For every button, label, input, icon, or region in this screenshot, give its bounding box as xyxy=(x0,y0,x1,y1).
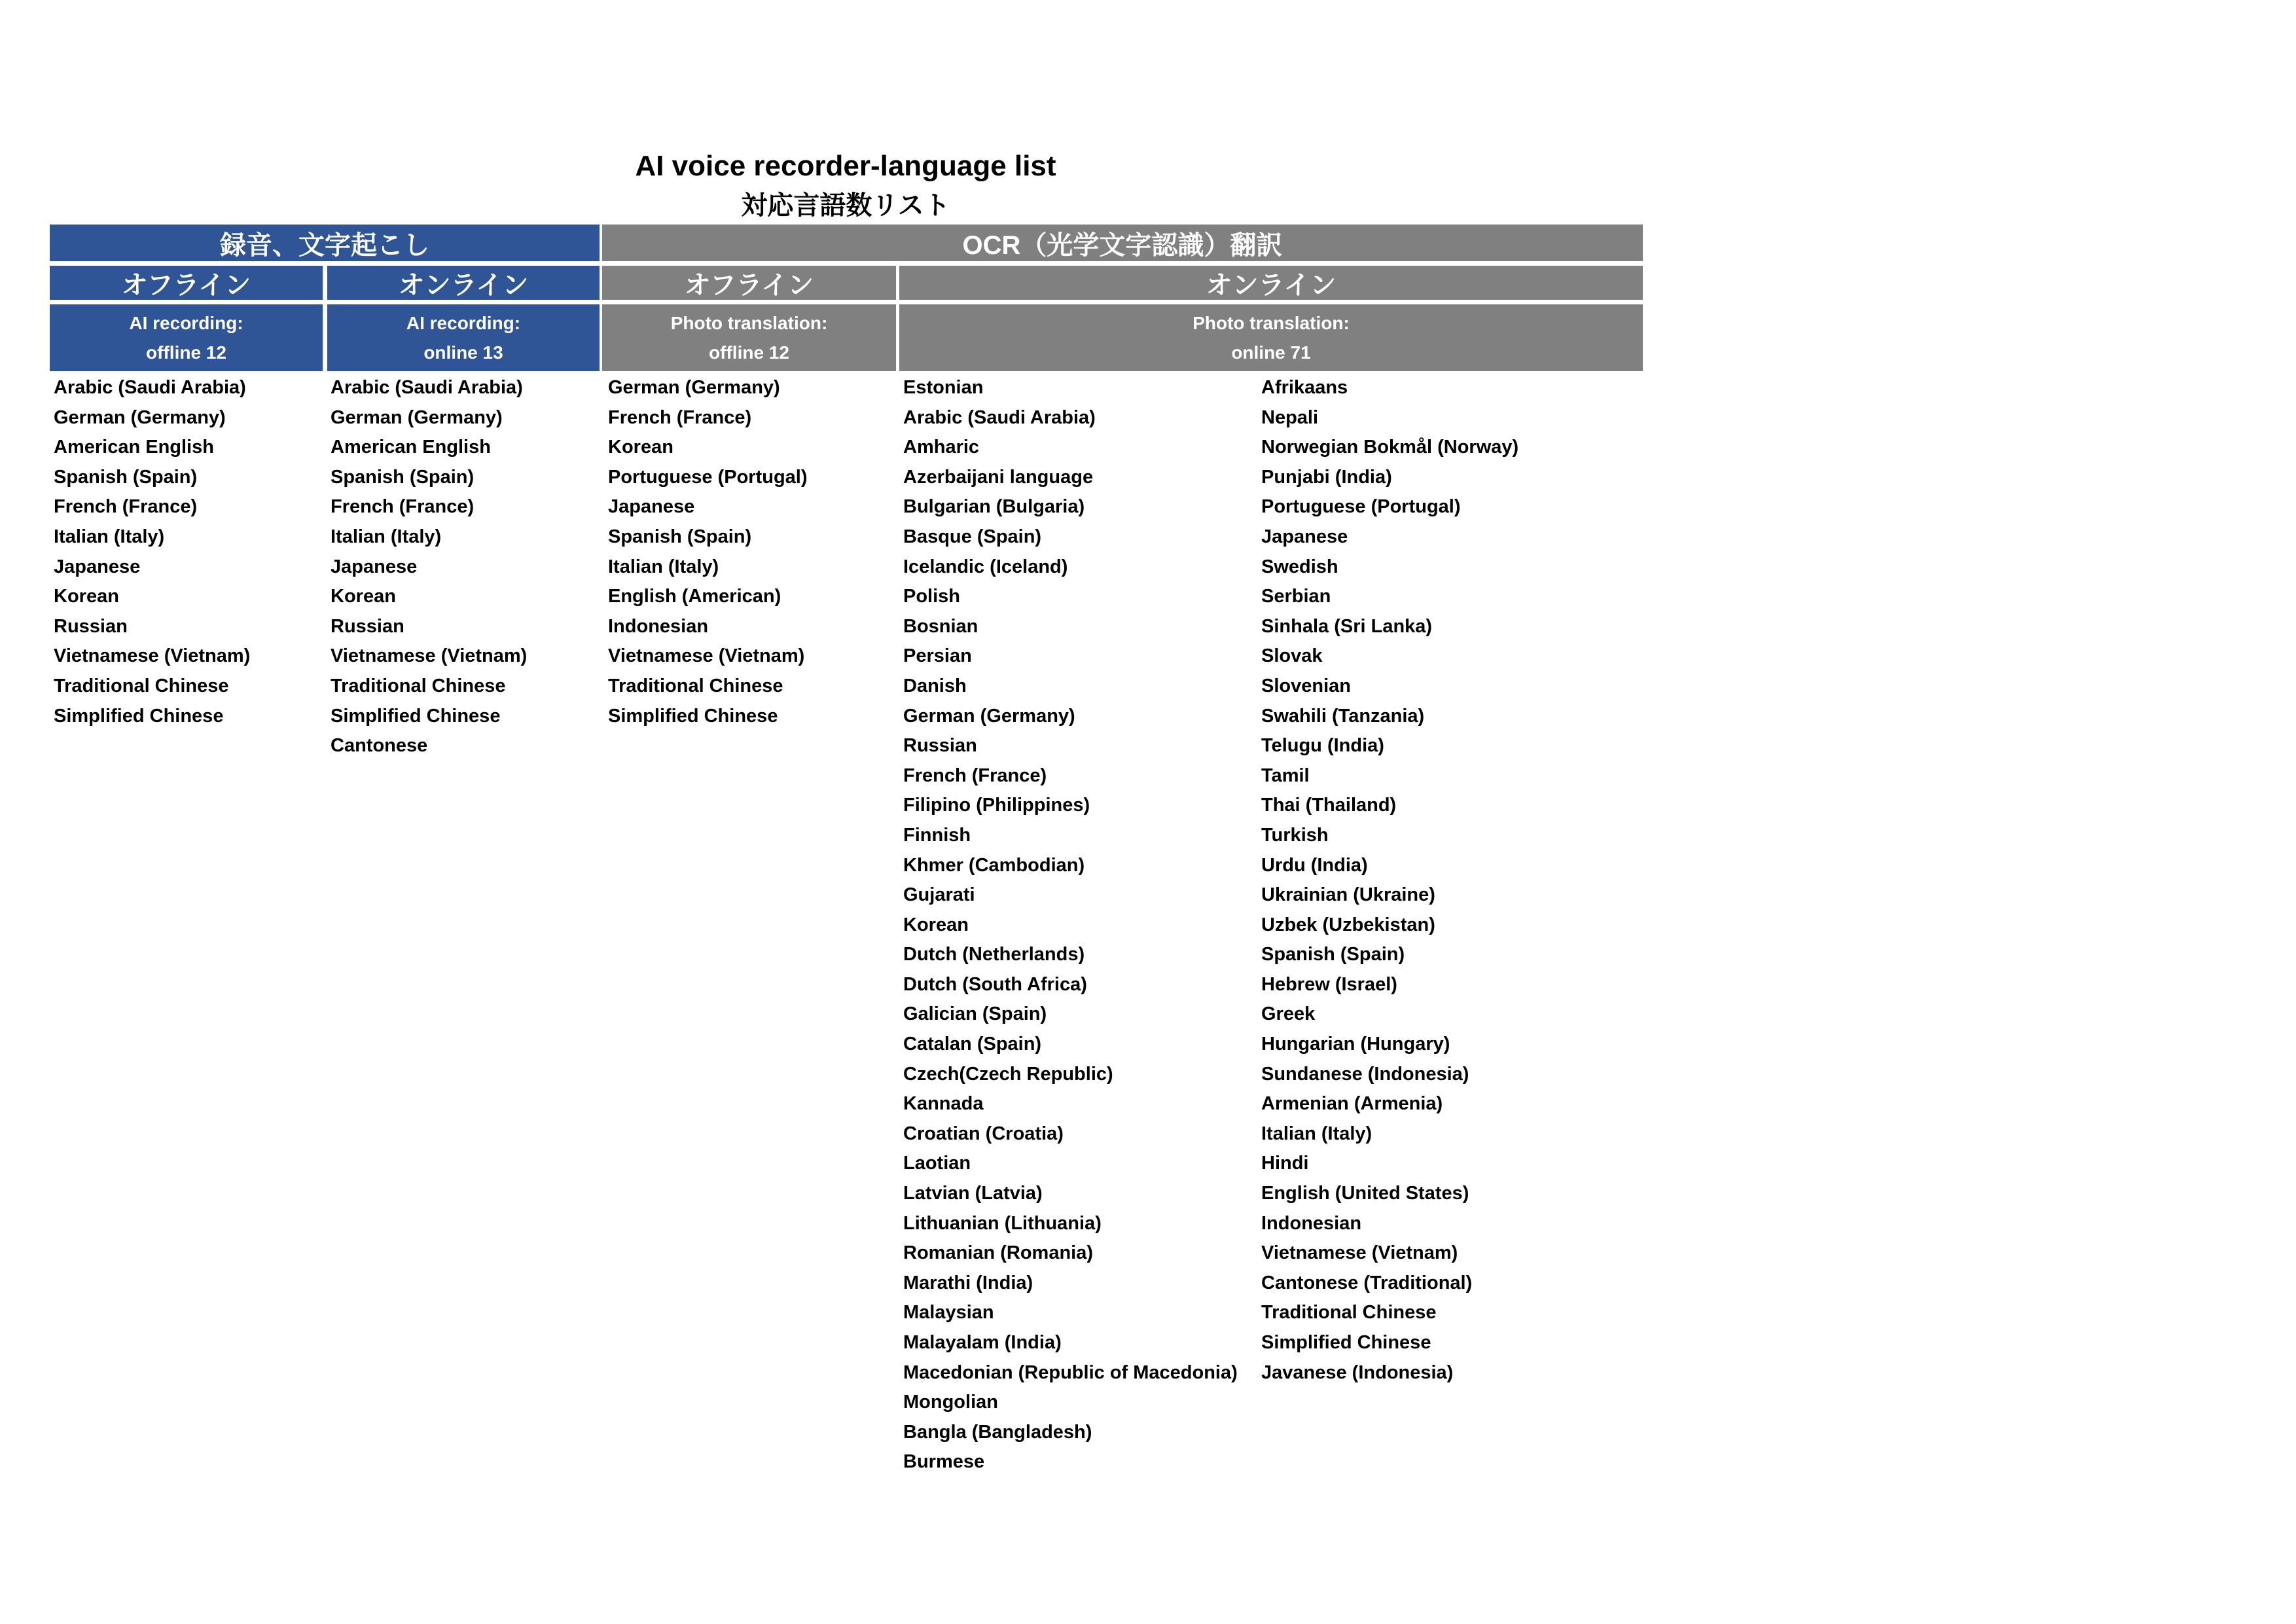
language-item: Indonesian xyxy=(608,615,709,637)
count-label: AI recording: xyxy=(406,313,521,333)
language-item: Macedonian (Republic of Macedonia) xyxy=(903,1362,1238,1383)
language-item: Italian (Italy) xyxy=(608,556,719,577)
language-item: French (France) xyxy=(54,496,198,518)
language-item: Bangla (Bangladesh) xyxy=(903,1421,1092,1443)
language-item: Galician (Spain) xyxy=(903,1003,1047,1025)
language-item: Hungarian (Hungary) xyxy=(1261,1034,1450,1055)
language-item: Arabic (Saudi Arabia) xyxy=(331,377,523,398)
recording-offline-language-list xyxy=(54,373,250,731)
language-item: Javanese (Indonesia) xyxy=(1261,1362,1454,1383)
language-item: Serbian xyxy=(1261,586,1331,607)
language-item: Italian (Italy) xyxy=(331,526,442,547)
language-item: Laotian xyxy=(903,1153,971,1174)
language-item: Vietnamese (Vietnam) xyxy=(608,645,805,667)
language-item: Dutch (South Africa) xyxy=(903,973,1087,995)
language-item: Uzbek (Uzbekistan) xyxy=(1261,914,1435,935)
count-header-recording-offline xyxy=(50,304,323,371)
language-item: Lithuanian (Lithuania) xyxy=(903,1212,1102,1234)
language-item: Amharic xyxy=(903,437,980,458)
language-item: Afrikaans xyxy=(1261,377,1348,398)
language-item: French (France) xyxy=(608,406,752,428)
ocr-online-language-list-a xyxy=(903,373,1238,1477)
language-item: Burmese xyxy=(903,1451,985,1473)
language-item: Norwegian Bokmål (Norway) xyxy=(1261,437,1519,458)
language-item: Swedish xyxy=(1261,556,1338,577)
language-item: Traditional Chinese xyxy=(608,675,783,696)
language-item: Russian xyxy=(903,735,977,757)
language-item: Croatian (Croatia) xyxy=(903,1123,1064,1144)
language-item: Traditional Chinese xyxy=(54,675,229,696)
language-item: French (France) xyxy=(903,765,1047,786)
language-item: Hebrew (Israel) xyxy=(1261,973,1397,995)
language-item: Kannada xyxy=(903,1093,984,1115)
mode-header-recording-online: オンライン xyxy=(327,266,600,300)
language-item: Indonesian xyxy=(1261,1212,1362,1234)
language-item: Italian (Italy) xyxy=(54,526,165,547)
language-item: Czech(Czech Republic) xyxy=(903,1063,1113,1085)
language-item: French (France) xyxy=(331,496,475,518)
language-item: Swahili (Tanzania) xyxy=(1261,705,1425,727)
language-item: Telugu (India) xyxy=(1261,735,1384,757)
language-item: German (Germany) xyxy=(54,406,226,428)
language-item: Japanese xyxy=(1261,526,1348,547)
language-item: Korean xyxy=(331,586,396,607)
language-item: Romanian (Romania) xyxy=(903,1242,1094,1264)
language-item: Portuguese (Portugal) xyxy=(608,466,808,488)
count-header-ocr-offline xyxy=(602,304,896,371)
count-value: online 71 xyxy=(1231,342,1311,363)
language-item: Basque (Spain) xyxy=(903,526,1042,547)
language-item: American English xyxy=(54,437,214,458)
language-item: Portuguese (Portugal) xyxy=(1261,496,1461,518)
language-item: English (American) xyxy=(608,586,781,607)
language-item: Vietnamese (Vietnam) xyxy=(331,645,528,667)
language-item: Spanish (Spain) xyxy=(331,466,475,488)
language-item: Finnish xyxy=(903,824,971,846)
language-item: Traditional Chinese xyxy=(331,675,506,696)
language-item: English (United States) xyxy=(1261,1183,1469,1204)
count-value: offline 12 xyxy=(709,342,789,363)
language-item: Arabic (Saudi Arabia) xyxy=(903,406,1096,428)
language-item: Turkish xyxy=(1261,824,1329,846)
language-item: Simplified Chinese xyxy=(331,705,501,727)
mode-header-ocr-online: オンライン xyxy=(899,266,1643,300)
language-item: Spanish (Spain) xyxy=(608,526,752,547)
language-item: Ukrainian (Ukraine) xyxy=(1261,884,1435,906)
language-item: Icelandic (Iceland) xyxy=(903,556,1068,577)
language-item: Korean xyxy=(54,586,119,607)
count-label: Photo translation: xyxy=(670,313,828,333)
mode-header-recording-offline: オフライン xyxy=(50,266,323,300)
language-item: Russian xyxy=(54,615,128,637)
language-item: Greek xyxy=(1261,1003,1316,1025)
ocr-offline-language-list xyxy=(608,373,808,731)
language-item: American English xyxy=(331,437,491,458)
language-item: Simplified Chinese xyxy=(608,705,778,727)
language-item: Polish xyxy=(903,586,961,607)
language-item: Armenian (Armenia) xyxy=(1261,1093,1443,1115)
count-label: Photo translation: xyxy=(1193,313,1350,333)
language-item: Mongolian xyxy=(903,1392,998,1413)
language-item: Catalan (Spain) xyxy=(903,1034,1042,1055)
recording-online-language-list xyxy=(331,373,527,761)
page-subtitle: 対応言語数リスト xyxy=(741,191,950,220)
language-item: Japanese xyxy=(608,496,695,518)
language-item: Gujarati xyxy=(903,884,975,906)
language-item: German (Germany) xyxy=(903,705,1075,727)
language-item: Cantonese (Traditional) xyxy=(1261,1272,1473,1293)
language-item: Urdu (India) xyxy=(1261,854,1368,876)
language-item: Estonian xyxy=(903,377,984,398)
language-item: Khmer (Cambodian) xyxy=(903,854,1085,876)
language-item: Sundanese (Indonesia) xyxy=(1261,1063,1469,1085)
language-item: Sinhala (Sri Lanka) xyxy=(1261,615,1433,637)
language-item: Azerbaijani language xyxy=(903,466,1094,488)
language-item: Bulgarian (Bulgaria) xyxy=(903,496,1085,518)
count-header-recording-online xyxy=(327,304,600,371)
language-item: Korean xyxy=(608,437,673,458)
language-item: Japanese xyxy=(331,556,418,577)
group-header-recording: 録音、文字起こし xyxy=(50,225,600,261)
page-title: AI voice recorder-language list xyxy=(635,150,1056,182)
language-item: Cantonese xyxy=(331,735,428,757)
language-item: Tamil xyxy=(1261,765,1310,786)
language-item: Nepali xyxy=(1261,406,1319,428)
language-item: Russian xyxy=(331,615,404,637)
language-item: Korean xyxy=(903,914,969,935)
language-item: Bosnian xyxy=(903,615,978,637)
language-item: Hindi xyxy=(1261,1153,1309,1174)
language-item: Spanish (Spain) xyxy=(54,466,198,488)
language-item: German (Germany) xyxy=(331,406,503,428)
language-item: Malayalam (India) xyxy=(903,1332,1062,1353)
ocr-online-language-list-b xyxy=(1261,373,1518,1388)
group-header-ocr: OCR（光学文字認識）翻訳 xyxy=(602,225,1643,261)
language-item: Persian xyxy=(903,645,972,667)
count-label: AI recording: xyxy=(129,313,243,333)
language-item: Punjabi (India) xyxy=(1261,466,1392,488)
language-item: Thai (Thailand) xyxy=(1261,795,1397,816)
language-item: Latvian (Latvia) xyxy=(903,1183,1043,1204)
language-item: Malaysian xyxy=(903,1302,994,1324)
language-item: Vietnamese (Vietnam) xyxy=(1261,1242,1458,1264)
language-item: Arabic (Saudi Arabia) xyxy=(54,377,246,398)
count-header-ocr-online xyxy=(899,304,1643,371)
language-item: Simplified Chinese xyxy=(1261,1332,1431,1353)
language-item: Slovak xyxy=(1261,645,1323,667)
language-item: Traditional Chinese xyxy=(1261,1302,1437,1324)
language-item: Vietnamese (Vietnam) xyxy=(54,645,251,667)
mode-header-ocr-offline: オフライン xyxy=(602,266,896,300)
language-item: Spanish (Spain) xyxy=(1261,944,1405,965)
language-item: Filipino (Philippines) xyxy=(903,795,1090,816)
count-value: online 13 xyxy=(423,342,503,363)
language-item: Dutch (Netherlands) xyxy=(903,944,1085,965)
language-item: Marathi (India) xyxy=(903,1272,1033,1293)
language-item: Danish xyxy=(903,675,967,696)
language-item: Italian (Italy) xyxy=(1261,1123,1372,1144)
count-value: offline 12 xyxy=(146,342,226,363)
language-item: Slovenian xyxy=(1261,675,1351,696)
language-item: Simplified Chinese xyxy=(54,705,224,727)
language-item: Japanese xyxy=(54,556,141,577)
language-item: German (Germany) xyxy=(608,377,780,398)
